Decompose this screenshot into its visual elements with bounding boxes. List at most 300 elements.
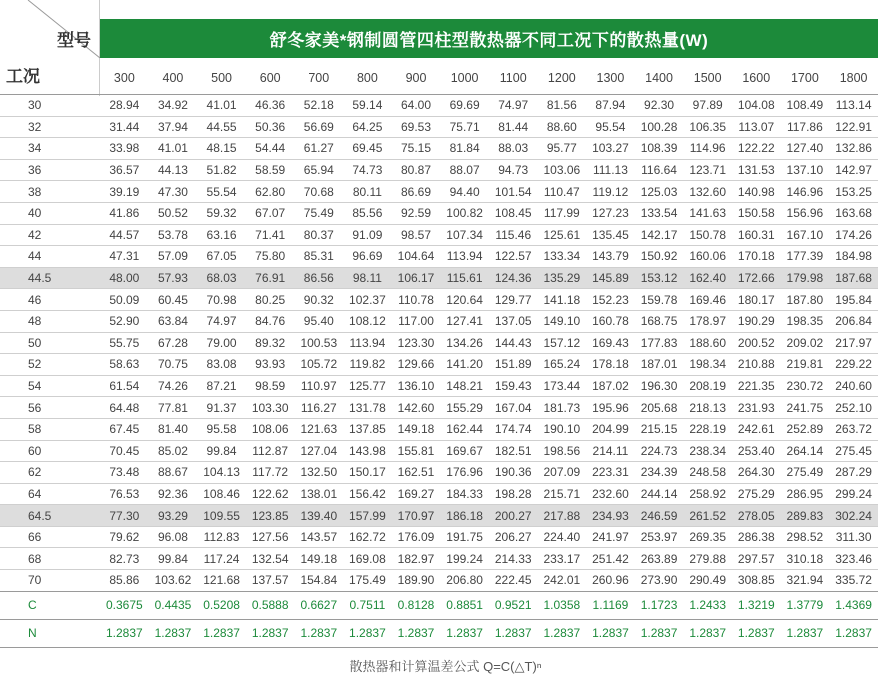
table-row bbox=[0, 440, 878, 462]
table-cell: 67.07 bbox=[246, 202, 295, 224]
table-cell: 153.12 bbox=[635, 267, 684, 289]
table-cell: 70.68 bbox=[294, 181, 343, 203]
table-cell: 74.26 bbox=[149, 375, 198, 397]
table-cell: 167.10 bbox=[781, 224, 830, 246]
table-cell: 229.22 bbox=[829, 354, 878, 376]
table-cell: 96.69 bbox=[343, 246, 392, 268]
table-cell: 113.07 bbox=[732, 116, 781, 138]
table-cell: 59.14 bbox=[343, 95, 392, 117]
table-cell: 263.72 bbox=[829, 418, 878, 440]
table-row bbox=[0, 397, 878, 419]
coefficient-cell: 0.5888 bbox=[246, 591, 295, 619]
table-cell: 41.01 bbox=[197, 95, 246, 117]
table-cell: 57.93 bbox=[149, 267, 198, 289]
table-cell: 137.85 bbox=[343, 418, 392, 440]
table-cell: 132.60 bbox=[683, 181, 732, 203]
table-cell: 263.89 bbox=[635, 548, 684, 570]
table-cell: 107.34 bbox=[440, 224, 489, 246]
table-cell: 238.34 bbox=[683, 440, 732, 462]
row-label: 48 bbox=[0, 310, 100, 332]
table-cell: 198.35 bbox=[781, 310, 830, 332]
table-cell: 88.03 bbox=[489, 138, 538, 160]
table-cell: 127.41 bbox=[440, 310, 489, 332]
coefficient-cell: 1.3219 bbox=[732, 591, 781, 619]
table-row bbox=[0, 289, 878, 311]
table-cell: 122.62 bbox=[246, 483, 295, 505]
table-cell: 116.64 bbox=[635, 159, 684, 181]
table-cell: 234.39 bbox=[635, 462, 684, 484]
table-cell: 195.84 bbox=[829, 289, 878, 311]
table-cell: 163.68 bbox=[829, 202, 878, 224]
table-cell: 65.94 bbox=[294, 159, 343, 181]
table-cell: 198.34 bbox=[683, 354, 732, 376]
row-label: 42 bbox=[0, 224, 100, 246]
table-cell: 178.18 bbox=[586, 354, 635, 376]
table-cell: 123.71 bbox=[683, 159, 732, 181]
table-cell: 138.01 bbox=[294, 483, 343, 505]
table-cell: 100.53 bbox=[294, 332, 343, 354]
table-cell: 62.80 bbox=[246, 181, 295, 203]
table-cell: 273.90 bbox=[635, 570, 684, 592]
coefficient-row bbox=[0, 619, 878, 647]
heat-output-table bbox=[0, 61, 878, 648]
table-row bbox=[0, 202, 878, 224]
coefficient-cell: 1.0358 bbox=[538, 591, 587, 619]
table-cell: 308.85 bbox=[732, 570, 781, 592]
table-cell: 204.99 bbox=[586, 418, 635, 440]
table-cell: 74.97 bbox=[489, 95, 538, 117]
table-cell: 129.66 bbox=[392, 354, 441, 376]
table-cell: 80.25 bbox=[246, 289, 295, 311]
table-cell: 90.32 bbox=[294, 289, 343, 311]
table-cell: 50.52 bbox=[149, 202, 198, 224]
table-cell: 117.24 bbox=[197, 548, 246, 570]
coefficient-cell: 1.2837 bbox=[197, 619, 246, 647]
row-label: 44 bbox=[0, 246, 100, 268]
table-cell: 157.99 bbox=[343, 505, 392, 527]
table-cell: 41.86 bbox=[100, 202, 149, 224]
coefficient-label: N bbox=[0, 619, 100, 647]
table-cell: 139.40 bbox=[294, 505, 343, 527]
table-cell: 159.43 bbox=[489, 375, 538, 397]
table-cell: 106.35 bbox=[683, 116, 732, 138]
table-cell: 70.98 bbox=[197, 289, 246, 311]
column-header: 1500 bbox=[683, 61, 732, 95]
table-cell: 287.29 bbox=[829, 462, 878, 484]
table-cell: 179.98 bbox=[781, 267, 830, 289]
table-cell: 140.98 bbox=[732, 181, 781, 203]
table-cell: 214.33 bbox=[489, 548, 538, 570]
coefficient-cell: 1.2837 bbox=[246, 619, 295, 647]
column-header: 600 bbox=[246, 61, 295, 95]
table-cell: 88.67 bbox=[149, 462, 198, 484]
table-cell: 143.79 bbox=[586, 246, 635, 268]
table-cell: 88.60 bbox=[538, 116, 587, 138]
table-cell: 98.59 bbox=[246, 375, 295, 397]
table-cell: 50.36 bbox=[246, 116, 295, 138]
table-cell: 298.52 bbox=[781, 526, 830, 548]
table-cell: 120.64 bbox=[440, 289, 489, 311]
table-cell: 131.78 bbox=[343, 397, 392, 419]
table-cell: 63.84 bbox=[149, 310, 198, 332]
row-label: 36 bbox=[0, 159, 100, 181]
table-cell: 95.54 bbox=[586, 116, 635, 138]
table-cell: 177.83 bbox=[635, 332, 684, 354]
table-row bbox=[0, 310, 878, 332]
table-cell: 69.53 bbox=[392, 116, 441, 138]
coefficient-cell: 1.2837 bbox=[294, 619, 343, 647]
table-cell: 217.97 bbox=[829, 332, 878, 354]
table-cell: 69.45 bbox=[343, 138, 392, 160]
table-cell: 208.19 bbox=[683, 375, 732, 397]
table-cell: 241.75 bbox=[781, 397, 830, 419]
table-cell: 230.72 bbox=[781, 375, 830, 397]
table-row bbox=[0, 375, 878, 397]
table-row bbox=[0, 483, 878, 505]
table-cell: 110.97 bbox=[294, 375, 343, 397]
table-cell: 218.13 bbox=[683, 397, 732, 419]
formula-caption: 散热器和计算温差公式 Q=C(△T)ⁿ bbox=[349, 659, 542, 674]
table-cell: 252.10 bbox=[829, 397, 878, 419]
table-cell: 55.75 bbox=[100, 332, 149, 354]
table-cell: 261.52 bbox=[683, 505, 732, 527]
table-cell: 264.30 bbox=[732, 462, 781, 484]
table-cell: 198.28 bbox=[489, 483, 538, 505]
table-cell: 242.01 bbox=[538, 570, 587, 592]
table-cell: 81.84 bbox=[440, 138, 489, 160]
table-cell: 160.31 bbox=[732, 224, 781, 246]
table-row bbox=[0, 138, 878, 160]
row-label: 68 bbox=[0, 548, 100, 570]
table-cell: 195.96 bbox=[586, 397, 635, 419]
coefficient-cell: 1.2837 bbox=[149, 619, 198, 647]
table-cell: 115.46 bbox=[489, 224, 538, 246]
coefficient-cell: 0.9521 bbox=[489, 591, 538, 619]
coefficient-cell: 1.2837 bbox=[732, 619, 781, 647]
table-cell: 103.06 bbox=[538, 159, 587, 181]
coefficient-cell: 1.2837 bbox=[392, 619, 441, 647]
coefficient-cell: 1.4369 bbox=[829, 591, 878, 619]
coefficient-cell: 0.7511 bbox=[343, 591, 392, 619]
table-cell: 113.94 bbox=[343, 332, 392, 354]
table-cell: 196.30 bbox=[635, 375, 684, 397]
table-cell: 162.40 bbox=[683, 267, 732, 289]
table-cell: 75.80 bbox=[246, 246, 295, 268]
table-cell: 169.27 bbox=[392, 483, 441, 505]
table-cell: 187.01 bbox=[635, 354, 684, 376]
table-cell: 113.94 bbox=[440, 246, 489, 268]
table-row bbox=[0, 246, 878, 268]
table-cell: 48.15 bbox=[197, 138, 246, 160]
table-cell: 127.04 bbox=[294, 440, 343, 462]
table-cell: 131.53 bbox=[732, 159, 781, 181]
table-cell: 108.12 bbox=[343, 310, 392, 332]
table-cell: 103.27 bbox=[586, 138, 635, 160]
table-cell: 70.45 bbox=[100, 440, 149, 462]
table-cell: 119.82 bbox=[343, 354, 392, 376]
coefficient-cell: 1.2837 bbox=[829, 619, 878, 647]
table-row bbox=[0, 181, 878, 203]
table-row bbox=[0, 267, 878, 289]
table-cell: 103.30 bbox=[246, 397, 295, 419]
table-cell: 136.10 bbox=[392, 375, 441, 397]
table-cell: 127.23 bbox=[586, 202, 635, 224]
table-cell: 112.83 bbox=[197, 526, 246, 548]
table-cell: 100.82 bbox=[440, 202, 489, 224]
table-cell: 116.27 bbox=[294, 397, 343, 419]
row-label: 62 bbox=[0, 462, 100, 484]
table-cell: 75.49 bbox=[294, 202, 343, 224]
table-cell: 91.37 bbox=[197, 397, 246, 419]
row-label: 34 bbox=[0, 138, 100, 160]
table-cell: 52.18 bbox=[294, 95, 343, 117]
table-cell: 61.54 bbox=[100, 375, 149, 397]
row-label: 38 bbox=[0, 181, 100, 203]
table-cell: 142.60 bbox=[392, 397, 441, 419]
table-cell: 174.74 bbox=[489, 418, 538, 440]
table-cell: 206.80 bbox=[440, 570, 489, 592]
table-cell: 150.58 bbox=[732, 202, 781, 224]
table-cell: 96.08 bbox=[149, 526, 198, 548]
table-cell: 199.24 bbox=[440, 548, 489, 570]
table-cell: 335.72 bbox=[829, 570, 878, 592]
table-cell: 80.11 bbox=[343, 181, 392, 203]
table-cell: 242.61 bbox=[732, 418, 781, 440]
table-cell: 75.15 bbox=[392, 138, 441, 160]
table-cell: 108.06 bbox=[246, 418, 295, 440]
table-cell: 180.17 bbox=[732, 289, 781, 311]
coefficient-cell: 1.2837 bbox=[489, 619, 538, 647]
table-cell: 159.78 bbox=[635, 289, 684, 311]
table-cell: 210.88 bbox=[732, 354, 781, 376]
table-cell: 132.86 bbox=[829, 138, 878, 160]
table-cell: 106.17 bbox=[392, 267, 441, 289]
column-header: 400 bbox=[149, 61, 198, 95]
table-cell: 264.14 bbox=[781, 440, 830, 462]
table-cell: 152.23 bbox=[586, 289, 635, 311]
table-cell: 154.84 bbox=[294, 570, 343, 592]
coefficient-cell: 0.5208 bbox=[197, 591, 246, 619]
column-header: 1700 bbox=[781, 61, 830, 95]
table-cell: 232.60 bbox=[586, 483, 635, 505]
row-label: 64 bbox=[0, 483, 100, 505]
coefficient-cell: 1.2837 bbox=[683, 619, 732, 647]
table-cell: 279.88 bbox=[683, 548, 732, 570]
table-cell: 122.57 bbox=[489, 246, 538, 268]
table-cell: 133.54 bbox=[635, 202, 684, 224]
table-cell: 92.30 bbox=[635, 95, 684, 117]
table-cell: 93.93 bbox=[246, 354, 295, 376]
table-cell: 67.28 bbox=[149, 332, 198, 354]
table-cell: 87.21 bbox=[197, 375, 246, 397]
table-cell: 103.62 bbox=[149, 570, 198, 592]
table-cell: 184.33 bbox=[440, 483, 489, 505]
table-cell: 321.94 bbox=[781, 570, 830, 592]
table-cell: 63.16 bbox=[197, 224, 246, 246]
table-cell: 67.45 bbox=[100, 418, 149, 440]
table-cell: 233.17 bbox=[538, 548, 587, 570]
table-cell: 223.31 bbox=[586, 462, 635, 484]
table-cell: 46.36 bbox=[246, 95, 295, 117]
table-cell: 153.25 bbox=[829, 181, 878, 203]
row-label: 52 bbox=[0, 354, 100, 376]
table-cell: 146.96 bbox=[781, 181, 830, 203]
table-cell: 99.84 bbox=[197, 440, 246, 462]
table-cell: 167.04 bbox=[489, 397, 538, 419]
coefficient-cell: 0.4435 bbox=[149, 591, 198, 619]
column-header: 1400 bbox=[635, 61, 684, 95]
table-cell: 104.08 bbox=[732, 95, 781, 117]
table-cell: 253.97 bbox=[635, 526, 684, 548]
table-cell: 100.28 bbox=[635, 116, 684, 138]
column-header: 1000 bbox=[440, 61, 489, 95]
table-cell: 117.86 bbox=[781, 116, 830, 138]
table-cell: 86.56 bbox=[294, 267, 343, 289]
table-cell: 135.45 bbox=[586, 224, 635, 246]
table-cell: 244.14 bbox=[635, 483, 684, 505]
table-cell: 108.46 bbox=[197, 483, 246, 505]
row-label: 40 bbox=[0, 202, 100, 224]
table-cell: 150.92 bbox=[635, 246, 684, 268]
table-cell: 124.36 bbox=[489, 267, 538, 289]
table-cell: 187.80 bbox=[781, 289, 830, 311]
coefficient-cell: 1.2837 bbox=[538, 619, 587, 647]
table-cell: 217.88 bbox=[538, 505, 587, 527]
table-cell: 187.02 bbox=[586, 375, 635, 397]
table-cell: 141.18 bbox=[538, 289, 587, 311]
table-cell: 169.67 bbox=[440, 440, 489, 462]
table-cell: 165.24 bbox=[538, 354, 587, 376]
table-cell: 222.45 bbox=[489, 570, 538, 592]
table-cell: 205.68 bbox=[635, 397, 684, 419]
table-row bbox=[0, 570, 878, 592]
row-label: 70 bbox=[0, 570, 100, 592]
table-cell: 224.40 bbox=[538, 526, 587, 548]
table-cell: 156.96 bbox=[781, 202, 830, 224]
table-cell: 69.69 bbox=[440, 95, 489, 117]
table-cell: 85.56 bbox=[343, 202, 392, 224]
table-cell: 141.63 bbox=[683, 202, 732, 224]
table-cell: 82.73 bbox=[100, 548, 149, 570]
table-cell: 50.09 bbox=[100, 289, 149, 311]
row-label: 50 bbox=[0, 332, 100, 354]
table-cell: 81.40 bbox=[149, 418, 198, 440]
table-cell: 85.31 bbox=[294, 246, 343, 268]
table-cell: 187.68 bbox=[829, 267, 878, 289]
table-cell: 95.40 bbox=[294, 310, 343, 332]
table-cell: 39.19 bbox=[100, 181, 149, 203]
table-cell: 79.62 bbox=[100, 526, 149, 548]
column-header: 1100 bbox=[489, 61, 538, 95]
table-cell: 175.49 bbox=[343, 570, 392, 592]
table-cell: 111.13 bbox=[586, 159, 635, 181]
row-label: 54 bbox=[0, 375, 100, 397]
table-row bbox=[0, 462, 878, 484]
table-cell: 137.57 bbox=[246, 570, 295, 592]
table-cell: 89.32 bbox=[246, 332, 295, 354]
table-cell: 260.96 bbox=[586, 570, 635, 592]
table-cell: 133.34 bbox=[538, 246, 587, 268]
header-spacer bbox=[0, 61, 100, 95]
table-cell: 157.12 bbox=[538, 332, 587, 354]
table-cell: 92.36 bbox=[149, 483, 198, 505]
table-cell: 191.75 bbox=[440, 526, 489, 548]
table-cell: 44.13 bbox=[149, 159, 198, 181]
table-cell: 189.90 bbox=[392, 570, 441, 592]
table-row bbox=[0, 159, 878, 181]
table-cell: 58.63 bbox=[100, 354, 149, 376]
column-header: 1300 bbox=[586, 61, 635, 95]
table-cell: 241.97 bbox=[586, 526, 635, 548]
table-cell: 169.46 bbox=[683, 289, 732, 311]
table-cell: 48.00 bbox=[100, 267, 149, 289]
table-cell: 41.01 bbox=[149, 138, 198, 160]
coefficient-cell: 0.6627 bbox=[294, 591, 343, 619]
column-header: 1200 bbox=[538, 61, 587, 95]
table-cell: 142.17 bbox=[635, 224, 684, 246]
table-cell: 278.05 bbox=[732, 505, 781, 527]
table-cell: 186.18 bbox=[440, 505, 489, 527]
table-cell: 155.29 bbox=[440, 397, 489, 419]
table-cell: 77.81 bbox=[149, 397, 198, 419]
table-cell: 104.13 bbox=[197, 462, 246, 484]
table-cell: 125.61 bbox=[538, 224, 587, 246]
table-cell: 150.78 bbox=[683, 224, 732, 246]
row-label: 66 bbox=[0, 526, 100, 548]
table-cell: 137.10 bbox=[781, 159, 830, 181]
table-cell: 92.59 bbox=[392, 202, 441, 224]
table-cell: 44.55 bbox=[197, 116, 246, 138]
condition-header-label: 工况 bbox=[6, 67, 40, 86]
table-cell: 108.39 bbox=[635, 138, 684, 160]
table-cell: 190.36 bbox=[489, 462, 538, 484]
table-cell: 53.78 bbox=[149, 224, 198, 246]
table-cell: 121.63 bbox=[294, 418, 343, 440]
table-cell: 91.09 bbox=[343, 224, 392, 246]
table-cell: 297.57 bbox=[732, 548, 781, 570]
table-cell: 125.77 bbox=[343, 375, 392, 397]
column-header-row bbox=[0, 61, 878, 95]
table-cell: 172.66 bbox=[732, 267, 781, 289]
coefficient-cell: 1.2837 bbox=[440, 619, 489, 647]
table-cell: 141.20 bbox=[440, 354, 489, 376]
table-cell: 132.50 bbox=[294, 462, 343, 484]
table-cell: 149.18 bbox=[294, 548, 343, 570]
table-cell: 81.44 bbox=[489, 116, 538, 138]
table-cell: 54.44 bbox=[246, 138, 295, 160]
table-cell: 162.51 bbox=[392, 462, 441, 484]
table-row bbox=[0, 332, 878, 354]
table-cell: 129.77 bbox=[489, 289, 538, 311]
table-cell: 56.69 bbox=[294, 116, 343, 138]
table-cell: 83.08 bbox=[197, 354, 246, 376]
table-row bbox=[0, 354, 878, 376]
table-cell: 269.35 bbox=[683, 526, 732, 548]
table-cell: 117.00 bbox=[392, 310, 441, 332]
table-cell: 149.10 bbox=[538, 310, 587, 332]
table-cell: 58.59 bbox=[246, 159, 295, 181]
table-cell: 61.27 bbox=[294, 138, 343, 160]
column-header: 900 bbox=[392, 61, 441, 95]
table-cell: 302.24 bbox=[829, 505, 878, 527]
table-cell: 74.73 bbox=[343, 159, 392, 181]
table-cell: 70.75 bbox=[149, 354, 198, 376]
table-cell: 200.52 bbox=[732, 332, 781, 354]
table-cell: 101.54 bbox=[489, 181, 538, 203]
table-cell: 299.24 bbox=[829, 483, 878, 505]
table-cell: 231.93 bbox=[732, 397, 781, 419]
table-cell: 234.93 bbox=[586, 505, 635, 527]
